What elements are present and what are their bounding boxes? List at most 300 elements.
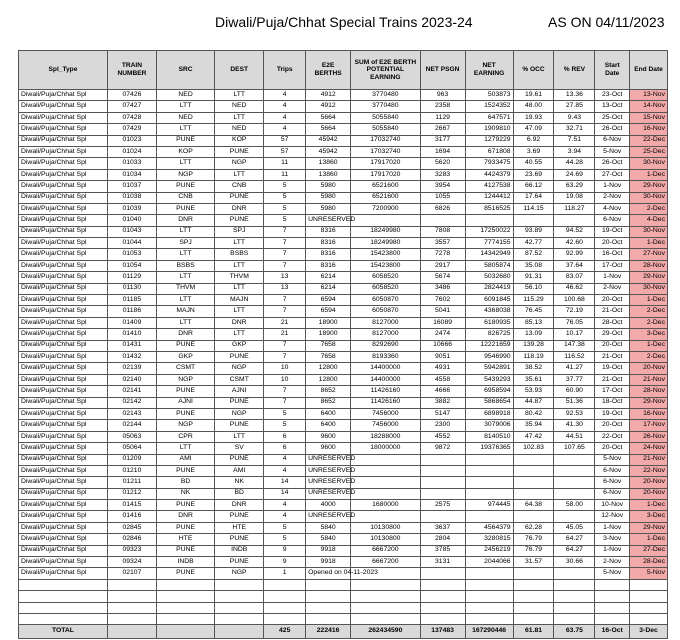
cell-spl-type: Diwali/Puja/Chhat Spl (19, 135, 108, 146)
cell-src: KOP (156, 146, 214, 157)
cell-potential-earning (351, 215, 420, 226)
table-row (19, 511, 668, 522)
cell-spl-type: Diwali/Puja/Chhat Spl (19, 568, 108, 579)
cell-spl-type (19, 602, 108, 613)
cell-spl-type: Diwali/Puja/Chhat Spl (19, 101, 108, 112)
table-row (19, 351, 668, 362)
cell-potential-earning: 11426160 (351, 397, 420, 408)
cell-e2e-berths: 8316 (306, 226, 351, 237)
cell-start-date: 19-Oct (595, 363, 630, 374)
cell-e2e-berths: 45942 (306, 135, 351, 146)
cell-train-number: 02845 (107, 522, 156, 533)
cell-trips: 1 (264, 568, 306, 579)
cell-potential-earning: 8127000 (351, 329, 420, 340)
cell-net-psgn (420, 602, 465, 613)
cell-net-psgn: 2300 (420, 420, 465, 431)
cell-src: NED (156, 90, 214, 101)
cell-end-date: 3-Dec (630, 329, 668, 340)
cell-train-number (107, 591, 156, 602)
cell-net-earning: 7933475 (465, 158, 513, 169)
cell-train-number: 01409 (107, 317, 156, 328)
cell-src: LTT (156, 101, 214, 112)
cell-trips: 21 (264, 329, 306, 340)
cell-net-psgn: 3131 (420, 557, 465, 568)
cell-pct-rev (554, 602, 595, 613)
cell-dest: NGP (215, 158, 264, 169)
cell-pct-rev (554, 613, 595, 624)
cell-potential-earning: 18000000 (351, 443, 420, 454)
cell-net-earning: 5805874 (465, 260, 513, 271)
cell-trips: 5 (264, 408, 306, 419)
cell-src: NED (156, 112, 214, 123)
cell-dest: PUNE (215, 192, 264, 203)
table-row (19, 260, 668, 271)
cell-start-date: 1-Nov (595, 545, 630, 556)
total-train-number (107, 625, 156, 639)
cell-pct-occ: 118.19 (513, 351, 554, 362)
cell-src: AMI (156, 454, 214, 465)
cell-spl-type (19, 579, 108, 590)
cell-start-date: 2-Nov (595, 283, 630, 294)
table-row (19, 579, 668, 590)
cell-trips: 14 (264, 477, 306, 488)
cell-start-date: 4-Nov (595, 203, 630, 214)
cell-train-number: 02144 (107, 420, 156, 431)
cell-e2e-berths: 5664 (306, 112, 351, 123)
cell-end-date (630, 579, 668, 590)
cell-pct-occ (513, 602, 554, 613)
cell-end-date (630, 591, 668, 602)
cell-dest: PUNE (215, 351, 264, 362)
cell-train-number: 09323 (107, 545, 156, 556)
cell-pct-occ: 35.08 (513, 260, 554, 271)
cell-potential-earning: 14400000 (351, 374, 420, 385)
cell-pct-rev (554, 511, 595, 522)
cell-net-psgn (420, 488, 465, 499)
cell-start-date: 21-Oct (595, 374, 630, 385)
cell-potential-earning: 6667200 (351, 545, 420, 556)
cell-trips: 5 (264, 215, 306, 226)
cell-pct-occ: 56.10 (513, 283, 554, 294)
cell-dest: NGP (215, 363, 264, 374)
column-header-potential-earning: SUM of E2E BERTH POTENTIAL EARNING (351, 51, 420, 90)
cell-end-date: 28-Nov (630, 260, 668, 271)
cell-net-psgn (420, 465, 465, 476)
cell-net-earning: 4127538 (465, 181, 513, 192)
cell-src: PUNE (156, 408, 214, 419)
cell-src: PUNE (156, 135, 214, 146)
cell-potential-earning: 7456000 (351, 420, 420, 431)
total-start-date: 16-Oct (595, 625, 630, 639)
cell-potential-earning (351, 613, 420, 624)
cell-spl-type: Diwali/Puja/Chhat Spl (19, 283, 108, 294)
cell-trips: 4 (264, 101, 306, 112)
cell-trips: 4 (264, 124, 306, 135)
cell-pct-occ: 87.52 (513, 249, 554, 260)
cell-pct-occ: 47.42 (513, 431, 554, 442)
cell-pct-rev: 83.07 (554, 272, 595, 283)
cell-src: BD (156, 477, 214, 488)
cell-potential-earning (351, 454, 420, 465)
cell-net-psgn: 1055 (420, 192, 465, 203)
cell-spl-type: Diwali/Puja/Chhat Spl (19, 146, 108, 157)
cell-potential-earning: 10130800 (351, 522, 420, 533)
cell-pct-rev: 30.66 (554, 557, 595, 568)
cell-pct-rev: 94.52 (554, 226, 595, 237)
cell-net-earning (465, 568, 513, 579)
cell-e2e-berths: 13860 (306, 169, 351, 180)
cell-potential-earning: 5055840 (351, 112, 420, 123)
cell-start-date (595, 602, 630, 613)
cell-net-earning: 974445 (465, 500, 513, 511)
cell-src: DNR (156, 511, 214, 522)
cell-train-number: 01186 (107, 306, 156, 317)
cell-end-date: 16-Nov (630, 124, 668, 135)
table-row (19, 534, 668, 545)
cell-e2e-berths: 4912 (306, 101, 351, 112)
cell-e2e-berths: 5664 (306, 124, 351, 135)
table-row (19, 135, 668, 146)
table-row (19, 431, 668, 442)
cell-net-psgn: 2474 (420, 329, 465, 340)
cell-potential-earning (351, 465, 420, 476)
column-header-spl-type: Spl_Type (19, 51, 108, 90)
table-row (19, 488, 668, 499)
cell-end-date: 30-Nov (630, 158, 668, 169)
table-row (19, 192, 668, 203)
cell-e2e-berths: 6214 (306, 283, 351, 294)
cell-spl-type: Diwali/Puja/Chhat Spl (19, 545, 108, 556)
cell-potential-earning: 6050870 (351, 306, 420, 317)
cell-spl-type: Diwali/Puja/Chhat Spl (19, 340, 108, 351)
cell-net-earning: 7774155 (465, 238, 513, 249)
cell-src: NGP (156, 420, 214, 431)
cell-src: LTT (156, 317, 214, 328)
cell-pct-rev: 41.27 (554, 363, 595, 374)
table-row (19, 340, 668, 351)
cell-potential-earning: 18288000 (351, 431, 420, 442)
cell-train-number: 07428 (107, 112, 156, 123)
cell-pct-occ: 85.13 (513, 317, 554, 328)
cell-dest: NGP (215, 568, 264, 579)
cell-src: GKP (156, 351, 214, 362)
cell-potential-earning: 7456000 (351, 408, 420, 419)
table-row (19, 408, 668, 419)
cell-src: PUNE (156, 500, 214, 511)
cell-potential-earning: 6521600 (351, 192, 420, 203)
cell-end-date: 27-Dec (630, 545, 668, 556)
cell-net-psgn: 16089 (420, 317, 465, 328)
cell-end-date: 20-Nov (630, 488, 668, 499)
cell-end-date: 30-Nov (630, 192, 668, 203)
cell-train-number: 01130 (107, 283, 156, 294)
cell-src: NK (156, 488, 214, 499)
cell-end-date: 29-Nov (630, 522, 668, 533)
cell-pct-occ (513, 568, 554, 579)
cell-potential-earning: 7200900 (351, 203, 420, 214)
cell-src: LTT (156, 249, 214, 260)
cell-pct-occ: 6.92 (513, 135, 554, 146)
cell-dest: SV (215, 443, 264, 454)
cell-end-date: 14-Nov (630, 101, 668, 112)
cell-net-earning: 5439293 (465, 374, 513, 385)
cell-src: CNB (156, 192, 214, 203)
cell-e2e-berths: 6594 (306, 306, 351, 317)
cell-src: BSBS (156, 260, 214, 271)
cell-pct-rev: 13.36 (554, 90, 595, 101)
cell-end-date: 29-Nov (630, 272, 668, 283)
cell-net-earning: 5032680 (465, 272, 513, 283)
cell-dest: CSMT (215, 374, 264, 385)
cell-pct-rev: 118.27 (554, 203, 595, 214)
cell-end-date: 1-Dec (630, 340, 668, 351)
column-header-net-psgn: NET PSGN (420, 51, 465, 90)
cell-pct-occ: 91.31 (513, 272, 554, 283)
cell-dest: NK (215, 477, 264, 488)
cell-net-earning: 1524352 (465, 101, 513, 112)
cell-trips: 6 (264, 431, 306, 442)
table-row (19, 500, 668, 511)
cell-pct-rev: 72.19 (554, 306, 595, 317)
cell-trips: 21 (264, 317, 306, 328)
cell-pct-rev (554, 454, 595, 465)
cell-pct-rev: 44.51 (554, 431, 595, 442)
cell-spl-type (19, 591, 108, 602)
table-row (19, 397, 668, 408)
cell-net-psgn: 7602 (420, 295, 465, 306)
total-e2e-berths: 222416 (306, 625, 351, 639)
report-header (0, 12, 680, 36)
cell-end-date (630, 602, 668, 613)
cell-e2e-berths: 7658 (306, 340, 351, 351)
cell-spl-type: Diwali/Puja/Chhat Spl (19, 272, 108, 283)
total-pct-rev: 63.75 (554, 625, 595, 639)
cell-e2e-berths: 5840 (306, 522, 351, 533)
cell-pct-occ: 19.61 (513, 90, 554, 101)
cell-e2e-berths: UNRESERVED (306, 488, 351, 499)
cell-trips: 7 (264, 306, 306, 317)
cell-pct-rev: 45.05 (554, 522, 595, 533)
cell-src (156, 602, 214, 613)
cell-src: PUNE (156, 203, 214, 214)
cell-spl-type: Diwali/Puja/Chhat Spl (19, 557, 108, 568)
cell-src: LTT (156, 295, 214, 306)
cell-src: PUNE (156, 465, 214, 476)
cell-dest: HTE (215, 522, 264, 533)
total-pct-occ: 61.81 (513, 625, 554, 639)
cell-start-date (595, 579, 630, 590)
cell-end-date: 16-Nov (630, 408, 668, 419)
cell-net-psgn: 7278 (420, 249, 465, 260)
table-row (19, 454, 668, 465)
table-row (19, 226, 668, 237)
cell-net-psgn: 9872 (420, 443, 465, 454)
cell-end-date: 15-Nov (630, 112, 668, 123)
cell-end-date: 2-Dec (630, 306, 668, 317)
cell-trips: 7 (264, 238, 306, 249)
cell-pct-rev: 27.85 (554, 101, 595, 112)
cell-end-date: 28-Dec (630, 557, 668, 568)
cell-src: DNR (156, 329, 214, 340)
cell-pct-rev (554, 488, 595, 499)
cell-net-earning: 503873 (465, 90, 513, 101)
cell-pct-rev: 92.99 (554, 249, 595, 260)
cell-pct-occ: 76.79 (513, 545, 554, 556)
cell-net-psgn: 4666 (420, 386, 465, 397)
cell-end-date: 1-Dec (630, 295, 668, 306)
cell-net-earning: 671808 (465, 146, 513, 157)
cell-train-number: 01033 (107, 158, 156, 169)
cell-potential-earning: 17917020 (351, 169, 420, 180)
cell-dest (215, 613, 264, 624)
cell-pct-rev: 44.28 (554, 158, 595, 169)
cell-start-date: 29-Oct (595, 329, 630, 340)
cell-pct-occ: 139.28 (513, 340, 554, 351)
cell-net-psgn: 3882 (420, 397, 465, 408)
cell-spl-type: Diwali/Puja/Chhat Spl (19, 386, 108, 397)
cell-spl-type: Diwali/Puja/Chhat Spl (19, 90, 108, 101)
cell-end-date: 28-Nov (630, 386, 668, 397)
cell-start-date: 17-Oct (595, 386, 630, 397)
cell-src: PUNE (156, 522, 214, 533)
cell-net-earning (465, 488, 513, 499)
cell-net-psgn: 2575 (420, 500, 465, 511)
cell-pct-rev: 46.62 (554, 283, 595, 294)
cell-train-number: 07427 (107, 101, 156, 112)
cell-spl-type: Diwali/Puja/Chhat Spl (19, 238, 108, 249)
cell-start-date: 6-Nov (595, 215, 630, 226)
table-row (19, 249, 668, 260)
cell-trips: 5 (264, 522, 306, 533)
cell-net-earning: 1279229 (465, 135, 513, 146)
cell-potential-earning: 17032740 (351, 135, 420, 146)
cell-dest: PUNE (215, 146, 264, 157)
cell-train-number: 01024 (107, 146, 156, 157)
cell-spl-type: Diwali/Puja/Chhat Spl (19, 408, 108, 419)
cell-spl-type: Diwali/Puja/Chhat Spl (19, 226, 108, 237)
cell-pct-occ: 47.09 (513, 124, 554, 135)
cell-pct-rev: 147.38 (554, 340, 595, 351)
cell-spl-type: Diwali/Puja/Chhat Spl (19, 112, 108, 123)
cell-start-date: 20-Oct (595, 238, 630, 249)
cell-dest: DNR (215, 203, 264, 214)
cell-train-number: 01034 (107, 169, 156, 180)
cell-pct-occ (513, 477, 554, 488)
cell-end-date: 1-Dec (630, 238, 668, 249)
cell-e2e-berths: 5980 (306, 192, 351, 203)
cell-start-date: 1-Nov (595, 181, 630, 192)
cell-net-psgn (420, 215, 465, 226)
cell-pct-rev: 24.69 (554, 169, 595, 180)
table-row (19, 591, 668, 602)
cell-potential-earning: 11426160 (351, 386, 420, 397)
cell-spl-type: Diwali/Puja/Chhat Spl (19, 500, 108, 511)
cell-start-date: 6-Nov (595, 488, 630, 499)
cell-dest: SPJ (215, 226, 264, 237)
cell-potential-earning (351, 602, 420, 613)
cell-spl-type: Diwali/Puja/Chhat Spl (19, 374, 108, 385)
cell-dest: GKP (215, 340, 264, 351)
column-header-src: SRC (156, 51, 214, 90)
cell-end-date: 25-Dec (630, 146, 668, 157)
cell-net-earning: 4424379 (465, 169, 513, 180)
column-header-pct-occ: % OCC (513, 51, 554, 90)
cell-trips: 7 (264, 260, 306, 271)
cell-pct-occ: 62.28 (513, 522, 554, 533)
cell-net-earning: 6958594 (465, 386, 513, 397)
table-row (19, 420, 668, 431)
total-src (156, 625, 214, 639)
cell-end-date: 20-Nov (630, 363, 668, 374)
cell-e2e-berths: UNRESERVED (306, 477, 351, 488)
cell-spl-type: Diwali/Puja/Chhat Spl (19, 215, 108, 226)
cell-net-earning: 1244412 (465, 192, 513, 203)
cell-e2e-berths: 6400 (306, 420, 351, 431)
column-header-train-number: TRAIN NUMBER (107, 51, 156, 90)
cell-start-date: 1-Nov (595, 272, 630, 283)
cell-net-psgn: 3557 (420, 238, 465, 249)
cell-train-number: 02142 (107, 397, 156, 408)
cell-train-number: 01039 (107, 203, 156, 214)
cell-potential-earning: 18249980 (351, 226, 420, 237)
as-on-date: AS ON 04/11/2023 (548, 14, 665, 30)
cell-pct-occ (513, 613, 554, 624)
cell-net-psgn: 4931 (420, 363, 465, 374)
cell-e2e-berths: 8316 (306, 260, 351, 271)
cell-e2e-berths: 8316 (306, 238, 351, 249)
column-header-dest: DEST (215, 51, 264, 90)
cell-train-number: 01212 (107, 488, 156, 499)
cell-pct-rev (554, 568, 595, 579)
cell-pct-occ: 42.77 (513, 238, 554, 249)
cell-potential-earning (351, 579, 420, 590)
cell-net-psgn: 9051 (420, 351, 465, 362)
cell-start-date: 1-Nov (595, 522, 630, 533)
cell-pct-occ: 19.93 (513, 112, 554, 123)
cell-pct-occ: 53.93 (513, 386, 554, 397)
cell-train-number: 02143 (107, 408, 156, 419)
cell-pct-occ: 31.57 (513, 557, 554, 568)
cell-dest: PUNE (215, 215, 264, 226)
cell-e2e-berths: 7658 (306, 351, 351, 362)
table-row (19, 101, 668, 112)
cell-dest: AJNI (215, 386, 264, 397)
cell-spl-type: Diwali/Puja/Chhat Spl (19, 465, 108, 476)
cell-trips: 7 (264, 295, 306, 306)
cell-src: LTT (156, 272, 214, 283)
cell-net-psgn: 7808 (420, 226, 465, 237)
cell-start-date: 12-Nov (595, 511, 630, 522)
cell-pct-rev: 76.05 (554, 317, 595, 328)
cell-pct-occ: 3.69 (513, 146, 554, 157)
cell-net-earning: 8140510 (465, 431, 513, 442)
column-header-end-date: End Date (630, 51, 668, 90)
cell-dest: LTT (215, 112, 264, 123)
table-row (19, 317, 668, 328)
cell-potential-earning: 6521600 (351, 181, 420, 192)
cell-e2e-berths: 6400 (306, 408, 351, 419)
cell-potential-earning: 8127000 (351, 317, 420, 328)
cell-trips: 5 (264, 181, 306, 192)
cell-spl-type: Diwali/Puja/Chhat Spl (19, 329, 108, 340)
cell-e2e-berths: UNRESERVED (306, 511, 351, 522)
cell-train-number: 01043 (107, 226, 156, 237)
cell-spl-type: Diwali/Puja/Chhat Spl (19, 203, 108, 214)
cell-spl-type: Diwali/Puja/Chhat Spl (19, 306, 108, 317)
table-row (19, 124, 668, 135)
cell-pct-rev: 41.30 (554, 420, 595, 431)
cell-dest: BSBS (215, 249, 264, 260)
